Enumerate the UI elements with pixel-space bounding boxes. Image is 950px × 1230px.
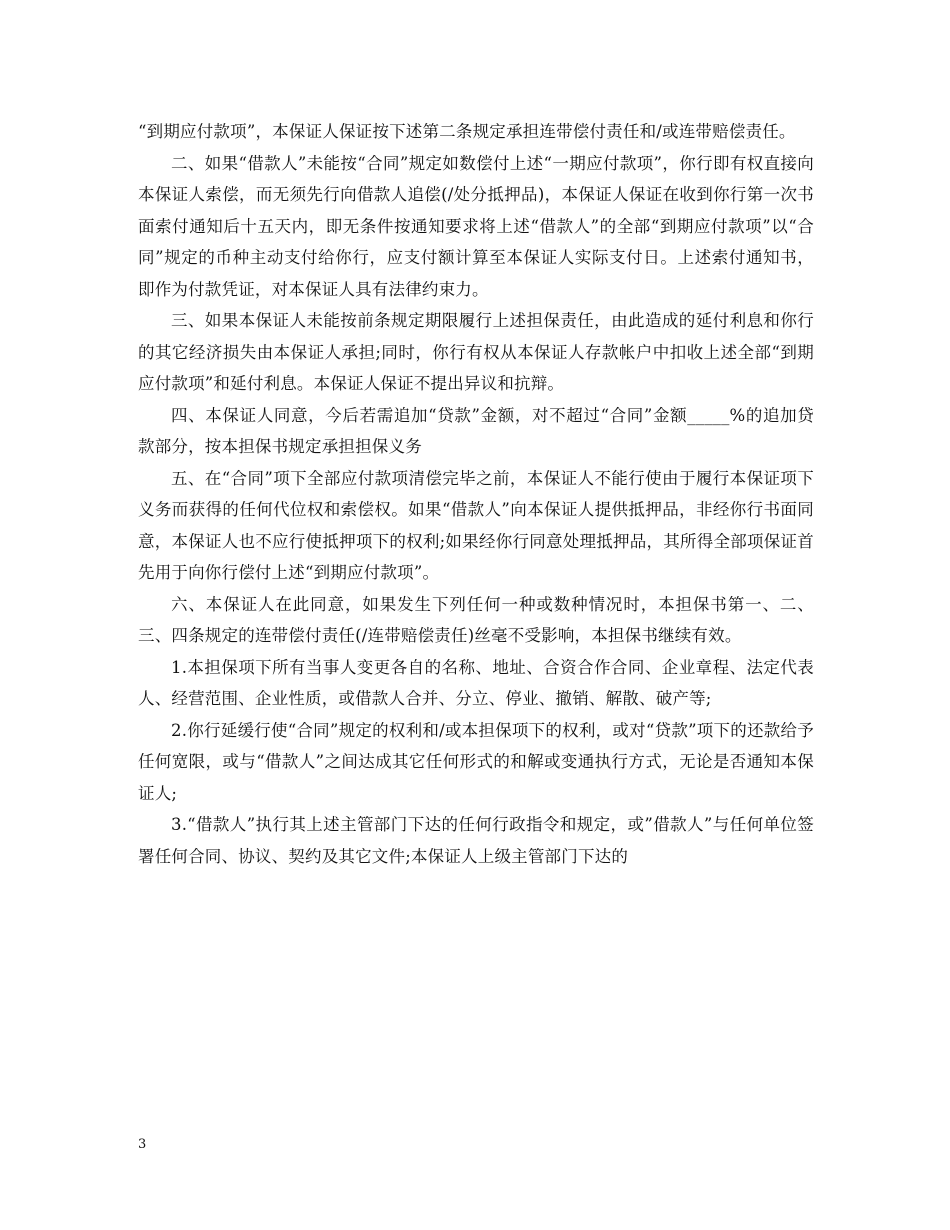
- paragraph-clause-5: 五、在“合同”项下全部应付款项清偿完毕之前，本保证人不能行使由于履行本保证项下义务而获得的任何代位权和索偿权。如果“借款人”向本保证人提供抵押品，非经你行书面同意，本保证人也不应行使抵押项下的权利;如果经你行同意处理抵押品，其所得全部项保证首先用于向你行偿付上述“到期应付款项”。: [138, 468, 814, 582]
- paragraph-item-2: 2.你行延缓行使“合同”规定的权利和/或本担保项下的权利，或对“贷款”项下的还款给予任何宽限，或与“借款人”之间达成其它任何形式的和解或变通执行方式，无论是否通知本保证人;: [138, 720, 814, 803]
- paragraph-clause-6: 六、本保证人在此同意，如果发生下列任何一种或数种情况时，本担保书第一、二、三、四条规定的连带偿付责任(/连带赔偿责任)丝毫不受影响，本担保书继续有效。: [138, 594, 814, 645]
- paragraph-continuation: “到期应付款项”，本保证人保证按下述第二条规定承担连带偿付责任和/或连带赔偿责任。: [138, 122, 796, 141]
- paragraph-clause-3: 三、如果本保证人未能按前条规定期限履行上述担保责任，由此造成的延付利息和你行的其它经济损失由本保证人承担;同时，你行有权从本保证人存款帐户中扣收上述全部“到期应付款项”和延付利息。本保证人保证不提出异议和抗辩。: [138, 311, 814, 393]
- paragraph-item-1: 1.本担保项下所有当事人变更各自的名称、地址、合资合作合同、企业章程、法定代表人、经营范围、企业性质，或借款人合并、分立、停业、撤销、解散、破产等;: [138, 657, 814, 708]
- page-number: 3: [138, 1137, 147, 1152]
- paragraph-item-3: 3.“借款人”执行其上述主管部门下达的任何行政指令和规定，或”借款人”与任何单位签署任何合同、协议、契约及其它文件;本保证人上级主管部门下达的: [138, 815, 814, 866]
- document-body: [138, 116, 814, 872]
- paragraph-clause-4: 四、本保证人同意，今后若需追加“贷款”金额，对不超过“合同”金额_____%的追加贷款部分，按本担保书规定承担担保义务: [138, 405, 814, 456]
- paragraph-clause-2: 二、如果“借款人”未能按“合同”规定如数偿付上述“一期应付款项”，你行即有权直接向本保证人索偿，而无须先行向借款人追偿(/处分抵押品)，本保证人保证在收到你行第一次书面索付通知后十五天内，即无条件按通知要求将上述“借款人”的全部“到期应付款项”以“合同”规定的币种主动支付给你行，应支付额计算至本保证人实际支付日。上述索付通知书，即作为付款凭证，对本保证人具有法律约束力。: [138, 153, 814, 299]
